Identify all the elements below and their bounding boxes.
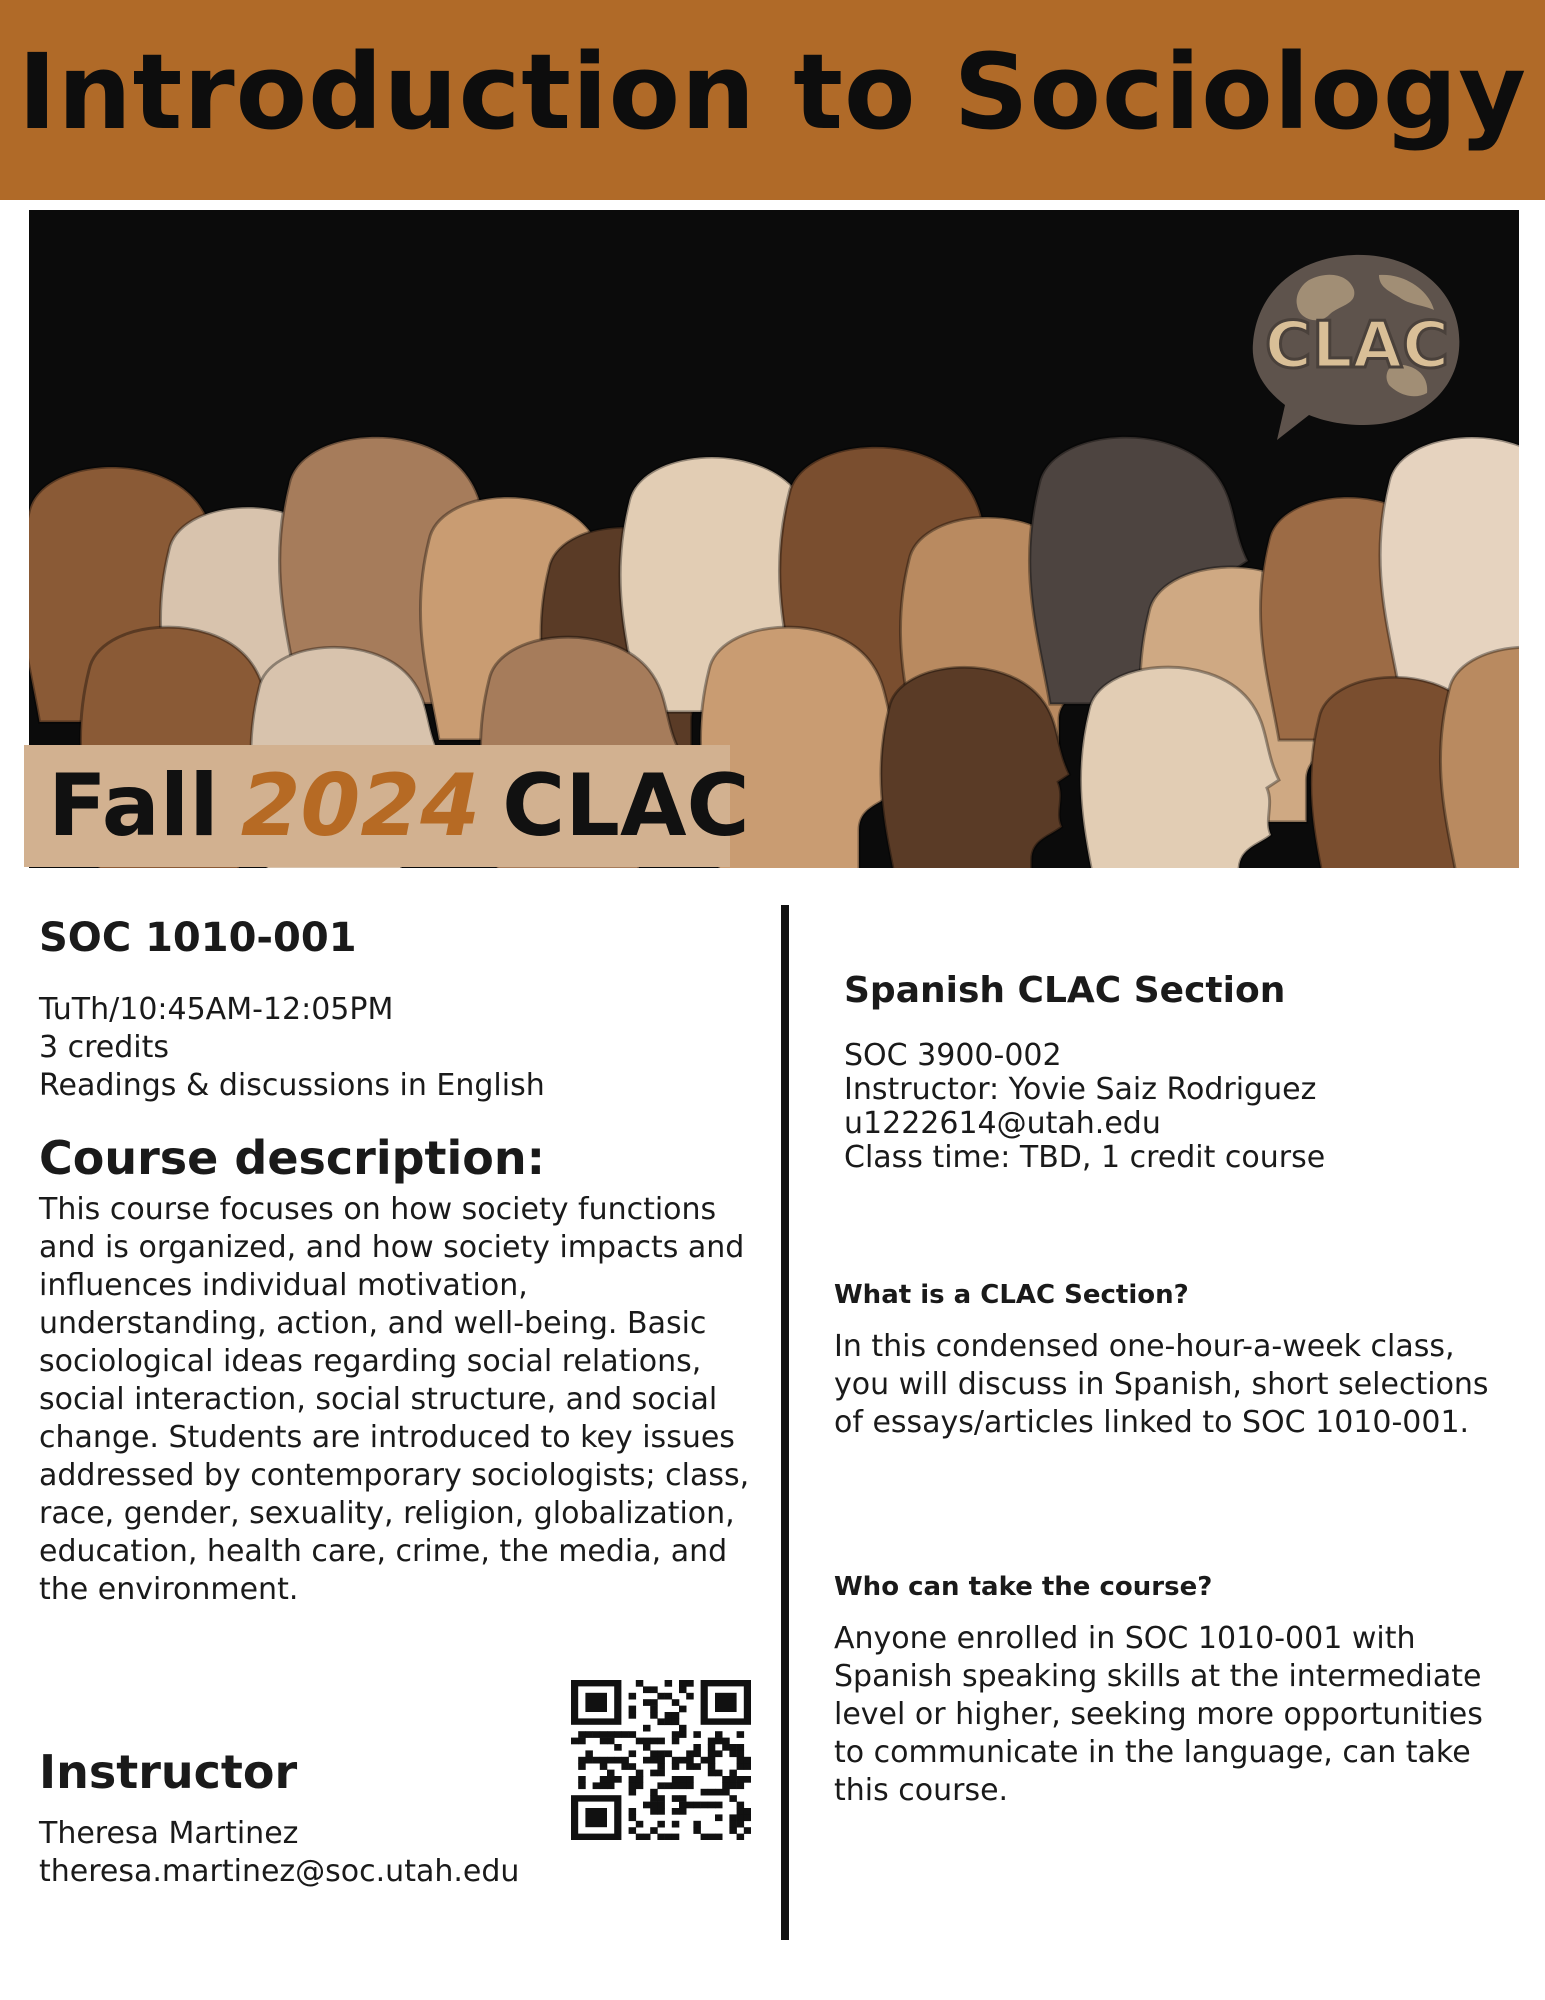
who-can-take-body: Anyone enrolled in SOC 1010-001 with Spanish speaking skills at the intermediate level or higher, seeking more opportunities to communicate in the language, can take this course. — [834, 1621, 1483, 1808]
paper-head-shape — [1440, 647, 1519, 868]
instructor-info — [39, 1815, 519, 1891]
section-info-line: Instructor: Yovie Saiz Rodriguez — [844, 1072, 1317, 1107]
section-info-line: SOC 3900-002 — [844, 1038, 1062, 1073]
page-title: Introduction to Sociology — [17, 31, 1528, 153]
title-bar — [0, 0, 1545, 200]
schedule-line: Readings & discussions in English — [39, 1068, 545, 1103]
logo-text: CLAC — [1264, 309, 1450, 383]
clac-globe-logo — [1229, 235, 1489, 465]
course-code: SOC 1010-001 — [39, 915, 357, 961]
clac-section-column — [834, 970, 1494, 1870]
clac-section-title: Spanish CLAC Section — [844, 970, 1286, 1011]
paper-head-shape — [881, 667, 1070, 868]
instructor-heading: Instructor — [39, 1745, 298, 1799]
course-description: This course focuses on how society functions and is organized, and how society impacts and influences individual motivation, understanding, action, and well-being. Basic sociological ideas regarding social relations, social interaction, social structure, and social change. Students are introduced to key issues addressed by contemporary sociologists; class, race, gender, sexuality, religion, globalization, education, health care, crime, the media, and the environment. — [39, 1192, 750, 1607]
schedule-line: TuTh/10:45AM-12:05PM — [39, 992, 394, 1027]
schedule-line: 3 credits — [39, 1030, 170, 1065]
what-is-clac-heading: What is a CLAC Section? — [834, 1280, 1189, 1310]
course-schedule — [39, 991, 759, 1105]
semester-program: CLAC — [502, 756, 750, 856]
who-can-take-heading: Who can take the course? — [834, 1572, 1213, 1602]
section-info-line: Class time: TBD, 1 credit course — [844, 1140, 1326, 1175]
section-info-line[interactable]: u1222614@utah.edu — [844, 1106, 1161, 1141]
semester-band — [24, 745, 750, 867]
instructor-name: Theresa Martinez — [39, 1816, 299, 1851]
qr-code[interactable] — [571, 1680, 751, 1840]
what-is-clac-body: In this condensed one-hour-a-week class, you will discuss in Spanish, short selections of essays/articles linked to SOC 1010-001. — [834, 1329, 1489, 1440]
semester-season: Fall — [48, 756, 219, 856]
instructor-email[interactable]: theresa.martinez@soc.utah.edu — [39, 1854, 520, 1889]
semester-year: 2024 — [240, 756, 481, 856]
column-divider — [781, 905, 789, 1940]
description-heading: Course description: — [39, 1131, 546, 1185]
clac-section-info — [844, 1039, 1494, 1175]
